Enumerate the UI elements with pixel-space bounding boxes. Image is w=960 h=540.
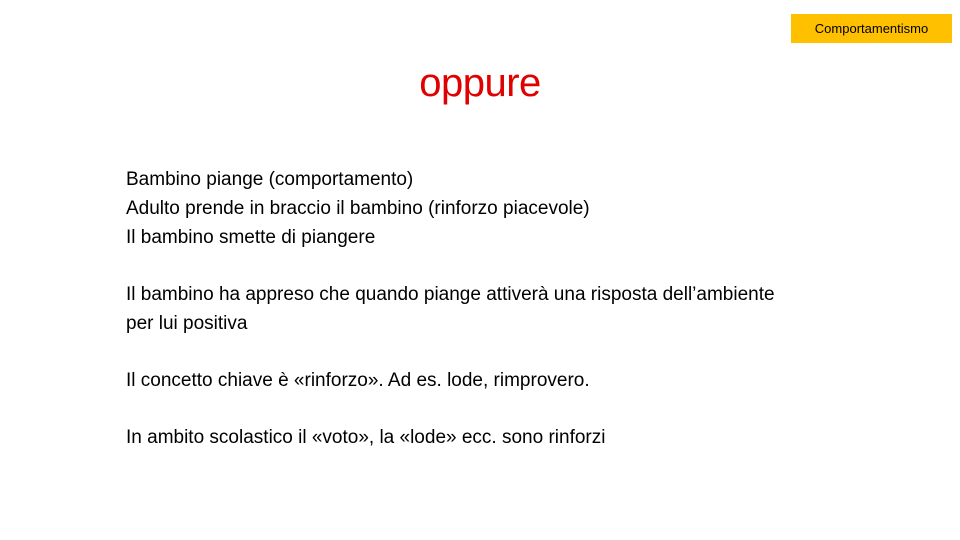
text-line: Il concetto chiave è «rinforzo». Ad es. lode, rimprovero. <box>126 370 590 391</box>
topic-badge: Comportamentismo <box>791 14 952 43</box>
text-line: Bambino piange (comportamento) <box>126 169 414 190</box>
text-line: Adulto prende in braccio il bambino (rinforzo piacevole) <box>126 198 590 219</box>
example-paragraph <box>126 165 906 252</box>
text-line: Il bambino ha appreso che quando piange attiverà una risposta dell’ambiente <box>126 284 775 305</box>
text-line: per lui positiva <box>126 313 248 334</box>
text-line: Il bambino smette di piangere <box>126 227 376 248</box>
text-line: In ambito scolastico il «voto», la «lode» ecc. sono rinforzi <box>126 427 606 448</box>
slide-body <box>126 165 906 480</box>
school-example-paragraph <box>126 423 906 452</box>
key-concept-paragraph <box>126 366 906 395</box>
slide-title: oppure <box>419 61 541 105</box>
learning-paragraph <box>126 280 906 338</box>
